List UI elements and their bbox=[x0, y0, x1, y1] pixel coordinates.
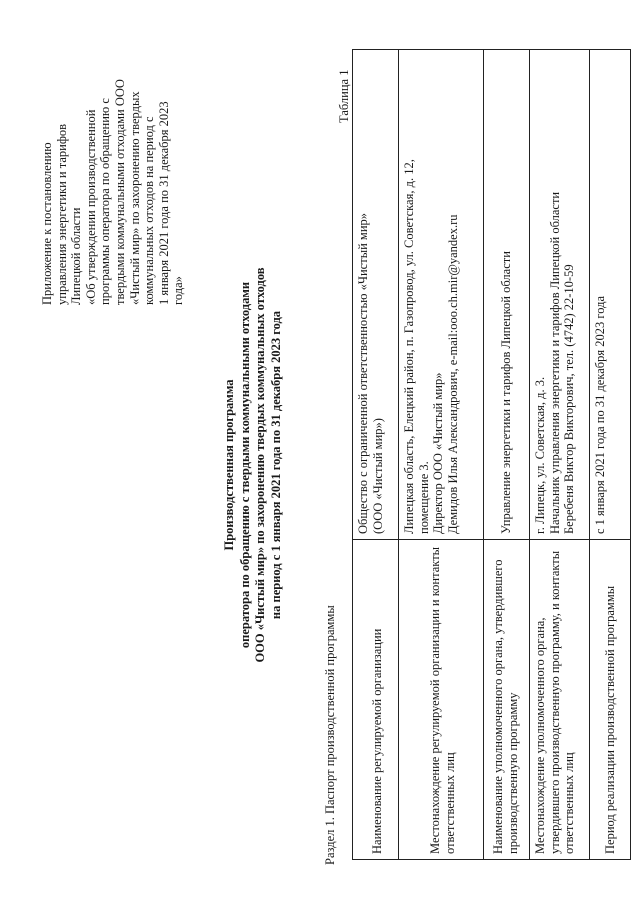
row-value-cell bbox=[590, 50, 631, 540]
row-value-cell bbox=[353, 50, 399, 540]
title-line-4: на период с 1 января 2021 года по 31 декабря 2023 года bbox=[268, 310, 283, 620]
row-label-cell bbox=[530, 540, 590, 860]
row-value-line: Липецкая область, Елецкий район, п. Газопровод, ул. Советская, д. 12, bbox=[402, 159, 416, 534]
row-label: Наименование регулируемой организации bbox=[370, 628, 384, 854]
document-title bbox=[222, 145, 284, 785]
row-value-line: Общество с ограниченной ответственностью «Чистый мир» bbox=[356, 212, 370, 534]
appendix-line: «Об утверждении производственной bbox=[83, 109, 98, 305]
row-label-cell bbox=[353, 540, 399, 860]
row-label-cell bbox=[590, 540, 631, 860]
row-value-cell bbox=[399, 50, 484, 540]
appendix-line: программы оператора по обращению с bbox=[98, 98, 113, 305]
table-row bbox=[530, 50, 590, 860]
table-row bbox=[484, 50, 530, 860]
section-title: Раздел 1. Паспорт производственной программы bbox=[323, 605, 337, 865]
appendix-line: года» bbox=[171, 276, 186, 305]
appendix-line: Приложение к постановлению bbox=[40, 142, 54, 305]
passport-table bbox=[352, 49, 631, 860]
row-value-cell bbox=[530, 50, 590, 540]
row-label: Местонахождение уполномоченного органа, утвердившего производственную программу, и контакты ответственных лиц bbox=[533, 550, 576, 854]
row-value-line: Беребеня Виктор Викторович, тел. (4742) 22-10-59 bbox=[562, 264, 576, 534]
row-value-line: Начальник управления энергетики и тарифов Липецкой области bbox=[547, 191, 562, 534]
appendix-line: коммунальных отходов на период с bbox=[142, 116, 157, 305]
title-line-2: оператора по обращению с твердыми коммунальными отходами bbox=[237, 281, 252, 649]
row-label: Местонахождение регулируемой организации и контакты ответственных лиц bbox=[428, 546, 457, 854]
row-label: Наименование уполномоченного органа, утвердившего производственную программу bbox=[491, 559, 520, 854]
row-label-cell bbox=[399, 540, 484, 860]
appendix-line: Липецкой области bbox=[69, 207, 84, 305]
title-line-3: ООО «Чистый мир» по захоронению твердых коммунальных отходов bbox=[253, 267, 267, 663]
row-value-line: г. Липецк, ул. Советская, д. 3. bbox=[533, 376, 547, 534]
table-row bbox=[353, 50, 399, 860]
row-value-line: (ООО «Чистый мир») bbox=[370, 418, 385, 534]
row-label: Период реализации производственной программы bbox=[603, 585, 617, 854]
appendix-line: «Чистый мир» по захоронению твердых bbox=[127, 91, 142, 305]
row-value-line: Управление энергетики и тарифов Липецкой области bbox=[499, 251, 513, 534]
table-row bbox=[590, 50, 631, 860]
row-value-line: с 1 января 2021 года по 31 декабря 2023 года bbox=[593, 295, 607, 534]
appendix-line: твердыми коммунальными отходами ООО bbox=[112, 79, 127, 305]
row-label-cell bbox=[484, 540, 530, 860]
title-line-1: Производственная программа bbox=[222, 379, 236, 551]
appendix-line: 1 января 2021 года по 31 декабря 2023 bbox=[156, 101, 171, 305]
appendix-note bbox=[40, 5, 186, 305]
row-value-line: Демидов Илья Александрович, e-mail:ooo.ch.mir@yandex.ru bbox=[445, 214, 460, 534]
row-value-line: помещение 3. bbox=[416, 461, 431, 534]
row-value-line: Директор ООО «Чистый мир» bbox=[431, 372, 445, 534]
table-row bbox=[399, 50, 484, 860]
appendix-line: управления энергетики и тарифов bbox=[54, 123, 69, 305]
row-value-cell bbox=[484, 50, 530, 540]
table-label: Таблица 1 bbox=[337, 69, 351, 123]
